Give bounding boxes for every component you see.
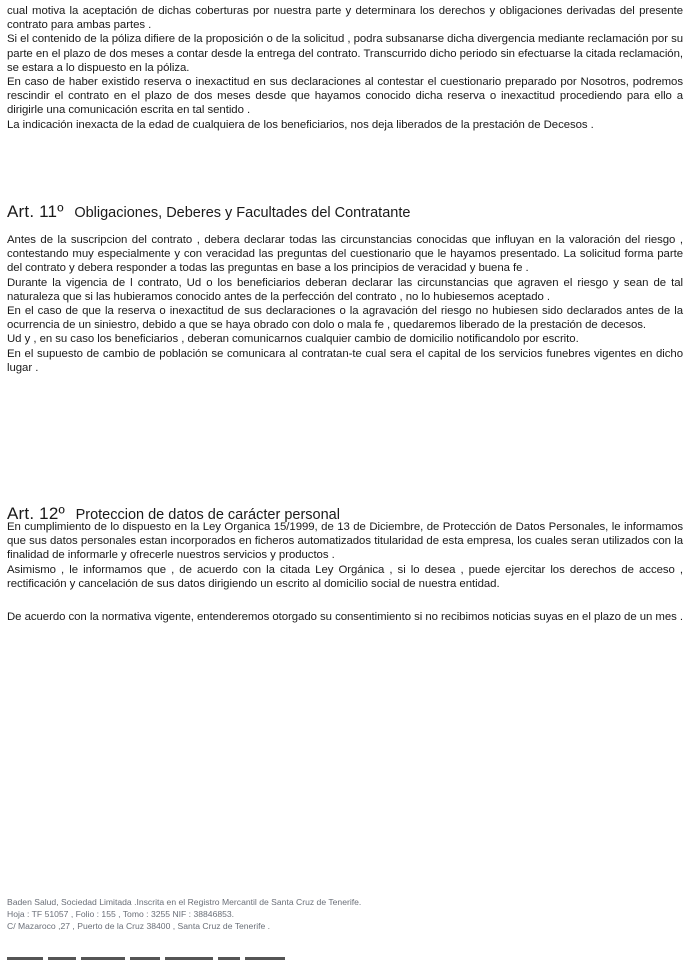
footer-ids: Hoja : TF 51057 , Folio : 155 , Tomo : 3255 NIF : 38846853. — [7, 909, 235, 919]
art11-title: Obligaciones, Deberes y Facultades del Contratante — [74, 205, 411, 221]
art12-title: Proteccion de datos de carácter personal — [75, 507, 340, 523]
intro-paragraph: La indicación inexacta de la edad de cualquiera de los beneficiarios, nos deja liberados de la prestación de Decesos . — [7, 118, 594, 131]
art11-number: Art. 11º — [7, 202, 64, 221]
art11-paragraph: Antes de la suscripcion del contrato , debera declarar todas las circunstancias conocidas que influyan en la valoración del riesgo , contestando muy especialmente y con veracidad las preguntas del cuestionario que le hayamos presentado. La solicitud forma parte del contrato y debera responder a todas las preguntas en base a los principios de veracidad y buena fe . — [7, 234, 683, 275]
cut-off-text-line — [7, 953, 307, 960]
art11-text — [7, 233, 683, 375]
footer-registry: Baden Salud, Sociedad Limitada .Inscrita en el Registro Mercantil de Santa Cruz de Tenerife. — [7, 897, 362, 907]
art12-consent — [7, 610, 683, 624]
art11-paragraph: En el caso de que la reserva o inexactitud de sus declaraciones o la agravación del riesgo no hubiesen sido declarados antes de la ocurrencia de un siniestro, debido a que se haya obrado con dolo o mala fe , quedaremos liberado de la prestación de decesos. — [7, 305, 683, 332]
art12-text — [7, 520, 683, 591]
art11-paragraph: Durante la vigencia de l contrato, Ud o los beneficiarios deberan declarar las circunstancias que agraven el riesgo y sean de tal naturaleza que si las hubieramos conocido antes de la perfección del contrato , no lo hubiesemos aceptado . — [7, 276, 683, 303]
art11-paragraph: Ud y , en su caso los beneficiarios , deberan comunicarnos cualquier cambio de domicilio notificandolo por escrito. — [7, 333, 579, 346]
intro-paragraph: En caso de haber existido reserva o inexactitud en sus declaraciones al contestar el cuestionario preparado por Nosotros, podremos rescindir el contrato en el plazo de dos meses desde que hayamos conocido dicha reserva o inexactitud procediendo para ello a dirigirle una comunicación escrita en tal sentido . — [7, 76, 683, 117]
art11-heading — [7, 196, 410, 224]
art11-paragraph: En el supuesto de cambio de población se comunicara al contratan-te cual sera el capital de los servicios funebres vigentes en dicho lugar . — [7, 347, 683, 374]
footer-address: C/ Mazaroco ,27 , Puerto de la Cruz 38400 , Santa Cruz de Tenerife . — [7, 921, 271, 931]
intro-paragraph: Si el contenido de la póliza difiere de la proposición o de la solicitud , podra subsanarse dicha divergencia mediante reclamación por su parte en el plazo de dos meses a contar desde la entrega del contrato. Transcurrido dicho periodo sin efectuarse la citada reclamación, se estara a lo dispuesto en la póliza. — [7, 33, 683, 74]
intro-paragraph: cual motiva la aceptación de dichas coberturas por nuestra parte y determinara los derechos y obligaciones derivadas del presente contrato para ambas partes . — [7, 5, 683, 32]
art12-paragraph: En cumplimiento de lo dispuesto en la Ley Organica 15/1999, de 13 de Diciembre, de Protección de Datos Personales, le informamos que sus datos personales estan incorporados en ficheros automatizados titularidad de esta empresa, los cuales seran utilizados con la finalidad de informarle y ofrecerle nuestros servicios y productos . — [7, 521, 683, 562]
consent-paragraph: De acuerdo con la normativa vigente, entenderemos otorgado su consentimiento si no recibimos noticias suyas en el plazo de un mes . — [7, 611, 684, 623]
company-footer — [7, 896, 361, 932]
art12-paragraph: Asimismo , le informamos que , de acuerdo con la citada Ley Orgánica , si lo desea , puede ejercitar los derechos de acceso , rectificación y cancelación de sus datos dirigiendo un escrito al domicilio social de nuestra entidad. — [7, 563, 683, 590]
intro-text — [7, 4, 683, 132]
art12-number: Art. 12º — [7, 504, 65, 523]
